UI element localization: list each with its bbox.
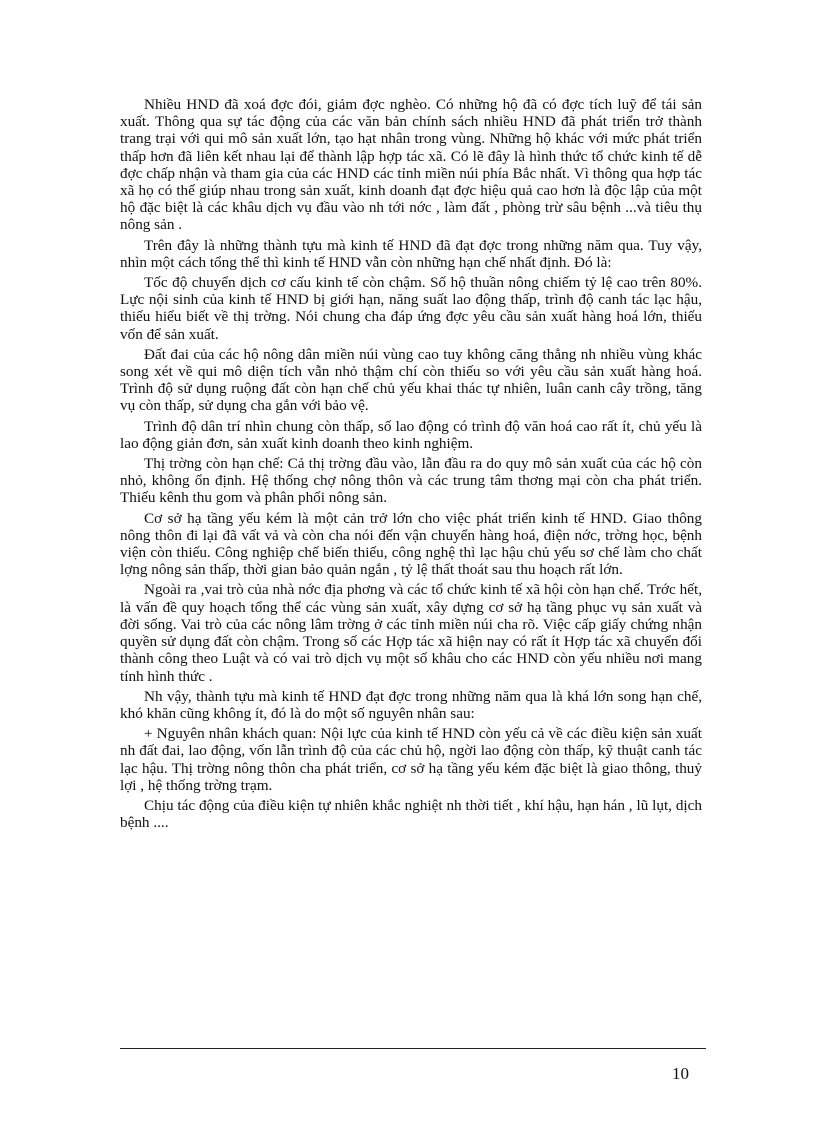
paragraph-3: Tốc độ chuyển dịch cơ cấu kinh tế còn chậm. Số hộ thuần nông chiếm tỷ lệ cao trên 80%. Lực nội sinh của kinh tế HND bị giới hạn, năng suất lao động thấp, trình độ canh tác lạc hậu, thiếu hiểu biết về thị trờng. Nói chung cha đáp ứng đợc yêu cầu sản xuất hàng hoá lớn, thiếu vốn để sản xuất.	[120, 274, 702, 343]
paragraph-6: Thị trờng còn hạn chế: Cả thị trờng đầu vào, lẫn đầu ra do quy mô sản xuất của các hộ còn nhỏ, không ổn định. Hệ thống chợ nông thôn và các trung tâm thơng mại còn cha phát triển. Thiếu kênh thu gom và phân phối nông sản.	[120, 455, 702, 507]
page-number: 10	[672, 1064, 689, 1083]
paragraph-1: Nhiều HND đã xoá đợc đói, giảm đợc nghèo. Có những hộ đã có đợc tích luỹ để tái sản xuất. Thông qua sự tác động của các văn bản chính sách nhiều HND đã phát triển trở thành trang trại với qui mô sản xuất lớn, tạo hạt nhân trong vùng. Những hộ khác với mức phát triển thấp hơn đã liên kết nhau lại để thành lập hợp tác xã. Có lẽ đây là hình thức tổ chức kinh tế dễ đợc chấp nhận và tham gia của các HND các tỉnh miền núi phía Bắc nhất. Vì thông qua hợp tác xã họ có thể giúp nhau trong sản xuất, kinh doanh đạt đợc hiệu quả cao hơn là độc lập của một hộ đặc biệt là các khâu dịch vụ đầu vào nh tới nớc , làm đất , phòng trừ sâu bệnh ...và tiêu thụ nông sản .	[120, 96, 702, 234]
paragraph-9: Nh vậy, thành tựu mà kinh tế HND đạt đợc trong những năm qua là khá lớn song hạn chế, khó khăn cũng không ít, đó là do một số nguyên nhân sau:	[120, 687, 702, 722]
paragraph-8: Ngoài ra ,vai trò của nhà nớc địa phơng và các tổ chức kinh tế xã hội còn hạn chế. Trớc hết, là vấn đề quy hoạch tổng thể các vùng sản xuất, xây dựng cơ sở hạ tầng phục vụ sản xuất và đời sống. Vai trò của các nông lâm trờng ở các tỉnh miền núi cha rõ. Việc cấp giấy chứng nhận quyền sử dụng đất còn chậm. Trong số các Hợp tác xã hiện nay có rất ít Hợp tác xã chuyển đổi thành công theo Luật và có vai trò dịch vụ một số khâu cho các HND còn yếu nhiều nơi mang tính hình thức .	[120, 581, 702, 685]
paragraph-4: Đất đai của các hộ nông dân miền núi vùng cao tuy không căng thẳng nh nhiều vùng khác song xét về qui mô diện tích vẫn nhỏ thậm chí còn thiếu so với yêu cầu sản xuất hàng hoá. Trình độ sử dụng ruộng đất còn hạn chế chủ yếu khai thác tự nhiên, luân canh cây trồng, tăng vụ còn thấp, sử dụng cha gắn với bảo vệ.	[120, 345, 702, 415]
paragraph-11: Chịu tác động của điều kiện tự nhiên khắc nghiệt nh thời tiết , khí hậu, hạn hán , lũ lụt, dịch bệnh ....	[120, 796, 702, 832]
paragraph-7: Cơ sở hạ tầng yếu kém là một cản trở lớn cho việc phát triển kinh tế HND. Giao thông nông thôn đi lại đã vất vả và còn cha nói đến vận chuyển hàng hoá, điện nớc, trờng học, bệnh viện còn thiếu. Công nghiệp chế biến thiếu, công nghệ thì lạc hậu chủ yếu sơ chế làm cho chất lợng nông sản thấp, thời gian bảo quản ngắn , tỷ lệ thất thoát sau thu hoạch rất lớn.	[120, 509, 702, 579]
paragraph-10: + Nguyên nhân khách quan: Nội lực của kinh tế HND còn yếu cả về các điều kiện sản xuất nh đất đai, lao động, vốn lẫn trình độ của các chủ hộ, ngời lao động còn thấp, kỹ thuật canh tác lạc hậu. Thị trờng nông thôn cha phát triển, cơ sở hạ tầng yếu kém đặc biệt là giao thông, thuỷ lợi , hệ thống trờng trạm.	[120, 725, 702, 794]
paragraph-5: Trình độ dân trí nhìn chung còn thấp, số lao động có trình độ văn hoá cao rất ít, chủ yếu là lao động giản đơn, sản xuất kinh doanh theo kinh nghiệm.	[120, 417, 702, 452]
body-text	[120, 96, 702, 834]
paragraph-2: Trên đây là những thành tựu mà kinh tế HND đã đạt đợc trong những năm qua. Tuy vậy, nhìn một cách tổng thể thì kinh tế HND vẫn còn những hạn chế nhất định. Đó là:	[120, 236, 702, 271]
footer-rule	[120, 1048, 706, 1049]
